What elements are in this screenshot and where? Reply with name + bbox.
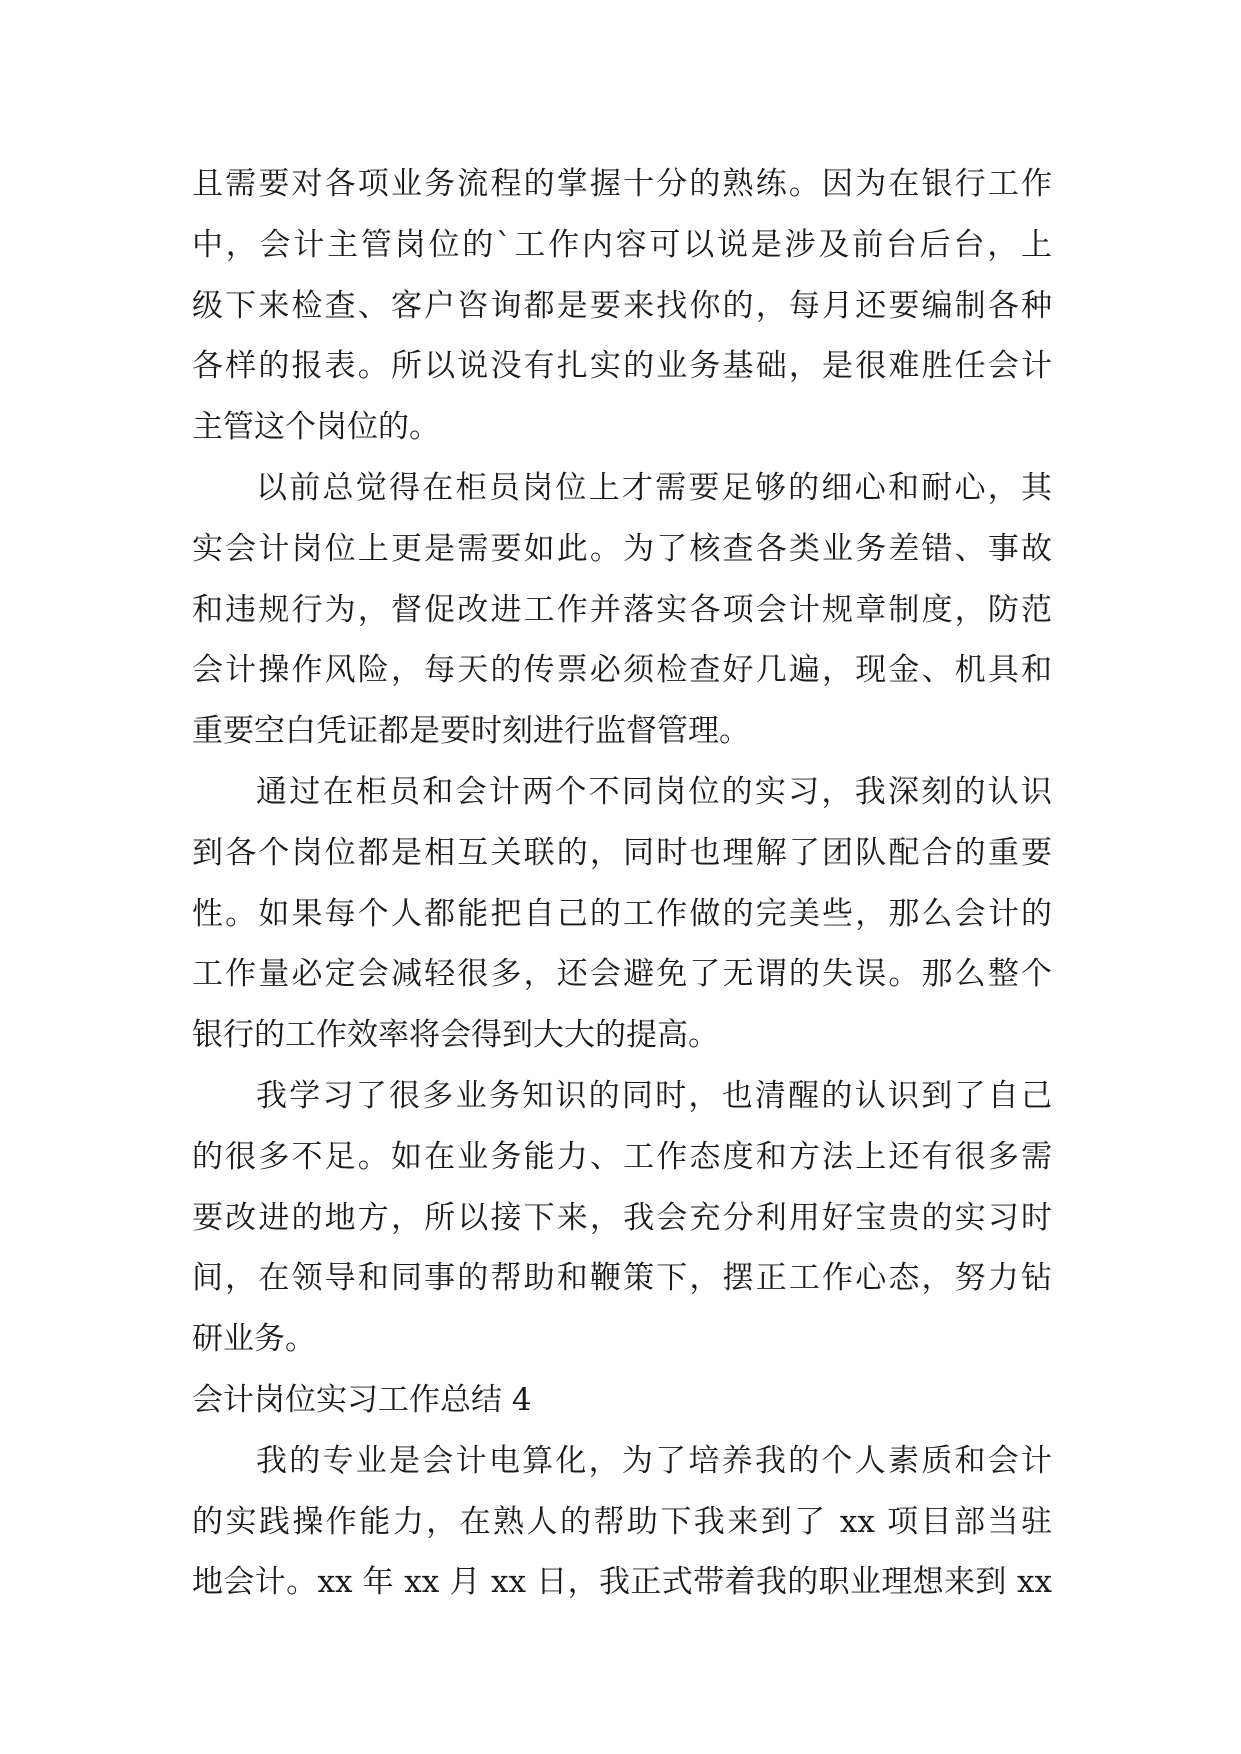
text-line: 实会计岗位上更是需要如此。为了核查各类业务差错、事故 (192, 530, 1052, 567)
text-line: 要改进的地方，所以接下来，我会充分利用好宝贵的实习时 (192, 1199, 1052, 1236)
paragraph-first-line: 通过在柜员和会计两个不同岗位的实习，我深刻的认识 (256, 773, 1052, 810)
text-line: 且需要对各项业务流程的掌握十分的熟练。因为在银行工作 (192, 166, 1052, 202)
text-line: 重要空白凭证都是要时刻进行监督管理。 (192, 713, 750, 750)
text-line: 地会计。xx 年 xx 月 xx 日，我正式带着我的职业理想来到 xx (192, 1564, 1052, 1601)
document-body (192, 154, 1052, 1613)
text-line: 级下来检查、客户咨询都是要来找你的，每月还要编制各种 (192, 287, 1052, 324)
text-line: 中，会计主管岗位的`工作内容可以说是涉及前台后台，上 (192, 226, 1052, 263)
text-line: 的很多不足。如在业务能力、工作态度和方法上还有很多需 (192, 1138, 1052, 1175)
text-line: 间，在领导和同事的帮助和鞭策下，摆正工作心态，努力钻 (192, 1260, 1052, 1297)
text-line: 性。如果每个人都能把自己的工作做的完美些，那么会计的 (192, 895, 1052, 932)
text-line: 的实践操作能力，在熟人的帮助下我来到了 xx 项目部当驻 (192, 1503, 1052, 1540)
text-line: 各样的报表。所以说没有扎实的业务基础，是很难胜任会计 (192, 348, 1052, 385)
text-line: 主管这个岗位的。 (192, 409, 440, 446)
section-heading: 会计岗位实习工作总结 4 (192, 1381, 532, 1418)
paragraph-first-line: 以前总觉得在柜员岗位上才需要足够的细心和耐心，其 (256, 469, 1052, 506)
text-line: 工作量必定会减轻很多，还会避免了无谓的失误。那么整个 (192, 956, 1052, 993)
text-line: 和违规行为，督促改进工作并落实各项会计规章制度，防范 (192, 591, 1052, 628)
text-line: 银行的工作效率将会得到大大的提高。 (192, 1017, 719, 1054)
paragraph-first-line: 我的专业是会计电算化，为了培养我的个人素质和会计 (256, 1442, 1052, 1479)
paragraph-first-line: 我学习了很多业务知识的同时，也清醒的认识到了自己 (256, 1077, 1052, 1114)
text-line: 会计操作风险，每天的传票必须检查好几遍，现金、机具和 (192, 652, 1052, 689)
text-line: 到各个岗位都是相互关联的，同时也理解了团队配合的重要 (192, 834, 1052, 871)
text-line: 研业务。 (192, 1321, 316, 1358)
